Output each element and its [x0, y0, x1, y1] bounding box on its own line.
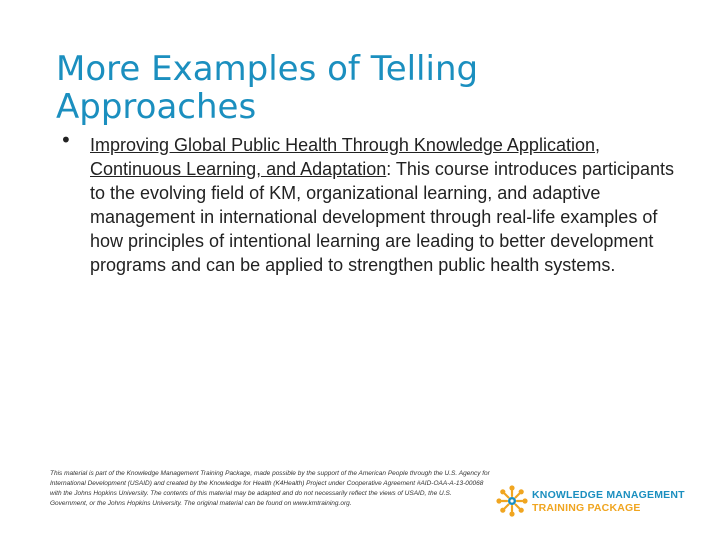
- footnote-disclaimer: This material is part of the Knowledge Management Training Package, made possible by the support of the American People through the U.S. Agency for International Development (USAID) and created by the Knowledge for Health (K4Health) Project under Cooperative Agreement #AID-OAA-A-13-00068 with the Johns Hopkins University. The contents of this material may be adapted and do not necessarily reflect the views of USAID, the U.S. Government, or the Johns Hopkins University. The original material can be found on www.kmtraining.org.: [50, 470, 490, 507]
- km-training-package-logo: [494, 483, 694, 525]
- sunburst-people-logo-icon: [494, 483, 530, 519]
- bullet-paragraph: [90, 133, 690, 277]
- bullet-marker: •: [60, 128, 72, 152]
- course-description: : This course introduces participants to the evolving field of KM, organizational learning, and adaptive management in international development through real-life examples of how principles of intentional learning are leading to better development programs and can be applied to strengthen public health systems.: [90, 159, 675, 275]
- logo-text-line2: TRAINING PACKAGE: [532, 502, 641, 514]
- logo-text-line1: KNOWLEDGE MANAGEMENT: [532, 489, 685, 501]
- slide-title: More Examples of Telling Approaches: [56, 49, 479, 127]
- course-link[interactable]: Improving Global Public Health Through Knowledge Application, Continuous Learning, and Adaptation: [90, 135, 600, 179]
